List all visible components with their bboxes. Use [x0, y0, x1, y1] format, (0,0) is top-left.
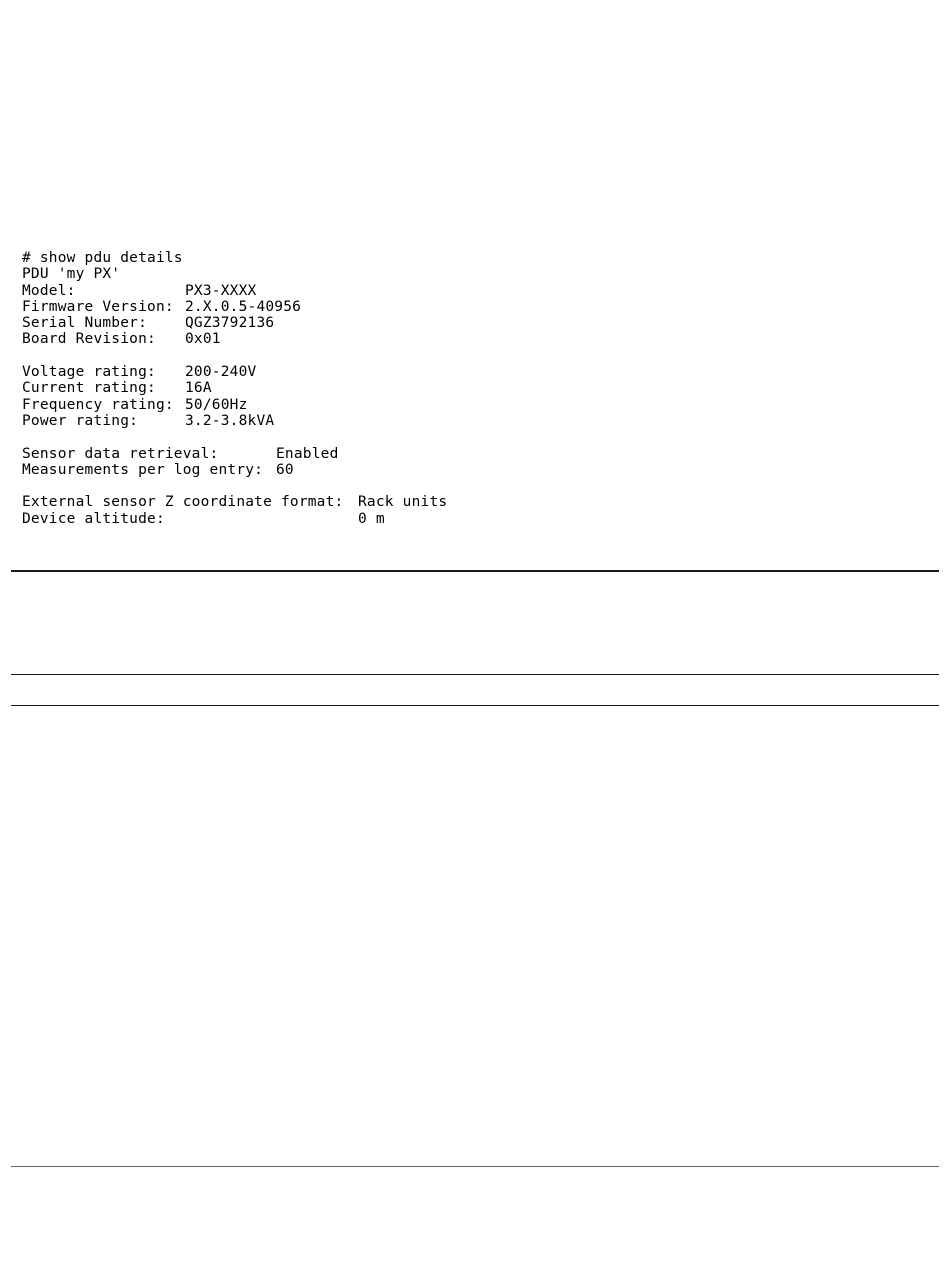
- detail-row-power: [22, 413, 922, 429]
- detail-key: Frequency rating:: [22, 396, 174, 413]
- pdu-header: PDU 'my PX': [22, 266, 121, 283]
- detail-value: 50/60Hz: [185, 396, 248, 413]
- detail-value: 0 m: [358, 510, 385, 527]
- detail-row-frequency: [22, 397, 922, 413]
- detail-row-current: [22, 380, 922, 396]
- blank-line: [22, 348, 922, 364]
- detail-value: 16A: [185, 380, 212, 397]
- detail-key: Device altitude:: [22, 510, 165, 527]
- detail-row-voltage: [22, 364, 922, 380]
- detail-row-serial: [22, 315, 922, 331]
- detail-key: Serial Number:: [22, 315, 148, 332]
- detail-key: Measurements per log entry:: [22, 461, 264, 478]
- terminal-output: [22, 250, 922, 527]
- detail-key: Voltage rating:: [22, 364, 156, 381]
- footer-divider: [11, 1166, 939, 1167]
- divider: [11, 674, 939, 675]
- detail-row-model: [22, 283, 922, 299]
- detail-value: 2.X.0.5-40956: [185, 298, 302, 315]
- detail-key: Firmware Version:: [22, 298, 174, 315]
- detail-row-altitude: [22, 511, 922, 527]
- command-line: # show pdu details: [22, 250, 183, 266]
- detail-key: Power rating:: [22, 412, 139, 429]
- detail-value: 60: [276, 461, 294, 478]
- detail-row-measurements: [22, 462, 922, 478]
- detail-key: External sensor Z coordinate format:: [22, 494, 344, 511]
- detail-value: Enabled: [276, 445, 339, 462]
- detail-key: Board Revision:: [22, 331, 156, 348]
- detail-value: Rack units: [358, 494, 448, 511]
- detail-row-board-revision: [22, 331, 922, 347]
- detail-row-z-coordinate: [22, 494, 922, 510]
- detail-row-sensor-retrieval: [22, 446, 922, 462]
- detail-value: 0x01: [185, 331, 221, 348]
- detail-value: PX3-XXXX: [185, 282, 257, 299]
- divider: [11, 570, 939, 572]
- detail-value: 3.2-3.8kVA: [185, 412, 275, 429]
- detail-key: Current rating:: [22, 380, 156, 397]
- blank-line: [22, 429, 922, 445]
- divider: [11, 705, 939, 706]
- detail-key: Model:: [22, 282, 76, 299]
- detail-key: Sensor data retrieval:: [22, 445, 219, 462]
- detail-value: 200-240V: [185, 364, 257, 381]
- blank-line: [22, 478, 922, 494]
- detail-value: QGZ3792136: [185, 315, 275, 332]
- detail-row-firmware: [22, 299, 922, 315]
